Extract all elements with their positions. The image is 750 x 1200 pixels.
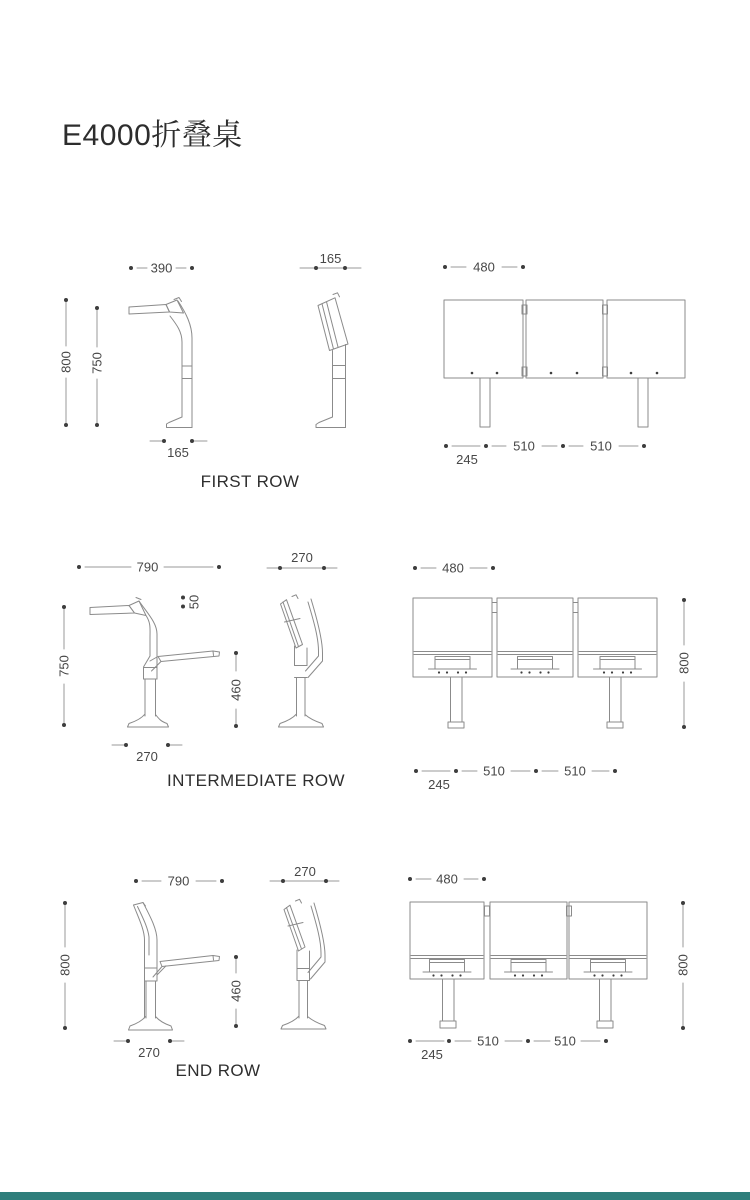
svg-text:50: 50 xyxy=(186,594,202,610)
end-row-folded-view-drawing xyxy=(281,899,326,1029)
first-row-dim-800 xyxy=(59,298,74,427)
svg-text:270: 270 xyxy=(294,864,316,879)
first-row-label: FIRST ROW xyxy=(200,472,300,491)
svg-text:510: 510 xyxy=(554,1033,576,1049)
end-row-dim-270-folded xyxy=(270,864,339,883)
intermediate-row-side-view-drawing xyxy=(90,598,220,728)
first-row-diagram xyxy=(59,251,686,491)
first-row-dim-750 xyxy=(90,306,105,427)
first-row-folded-view-drawing xyxy=(316,293,348,428)
svg-text:790: 790 xyxy=(167,873,190,889)
svg-text:165: 165 xyxy=(167,445,189,460)
intermediate-row-dim-270-base xyxy=(112,743,182,764)
svg-text:245: 245 xyxy=(456,452,478,467)
end-row-dim-bottom xyxy=(408,1034,608,1063)
svg-text:245: 245 xyxy=(421,1047,443,1062)
footer-accent-bar xyxy=(0,1192,750,1200)
svg-text:165: 165 xyxy=(319,251,342,266)
intermediate-row-dim-50 xyxy=(181,595,202,609)
first-row-side-view-drawing xyxy=(129,298,192,428)
svg-text:510: 510 xyxy=(483,763,505,779)
fold-bracket-2 xyxy=(505,960,553,977)
end-row-dim-800-right xyxy=(676,901,691,1030)
svg-text:460: 460 xyxy=(228,679,244,701)
intermediate-row-dim-480 xyxy=(413,561,495,576)
svg-text:800: 800 xyxy=(58,351,74,373)
svg-text:800: 800 xyxy=(57,954,73,976)
end-row-side-view-drawing xyxy=(129,903,220,1031)
intermediate-row-dim-bottom xyxy=(414,764,617,793)
fold-bracket-3 xyxy=(584,960,632,977)
svg-text:750: 750 xyxy=(56,655,72,677)
fold-bracket-2 xyxy=(511,657,559,674)
end-row-dim-800-left xyxy=(58,901,73,1030)
svg-text:270: 270 xyxy=(291,550,313,565)
intermediate-row-dim-790 xyxy=(77,560,221,575)
intermediate-row-dim-270-folded xyxy=(267,550,337,570)
intermediate-row-label: INTERMEDIATE ROW xyxy=(167,771,345,790)
intermediate-row-front-view-drawing xyxy=(413,598,657,728)
fold-bracket-3 xyxy=(594,657,642,674)
fold-bracket-1 xyxy=(429,657,477,674)
svg-text:460: 460 xyxy=(228,980,244,1002)
svg-text:750: 750 xyxy=(89,352,105,374)
svg-text:270: 270 xyxy=(136,749,158,764)
end-row-dim-460 xyxy=(229,955,244,1028)
first-row-dim-165-base xyxy=(150,439,207,460)
svg-text:510: 510 xyxy=(477,1033,499,1049)
first-row-dim-480 xyxy=(443,260,525,275)
svg-text:790: 790 xyxy=(136,559,159,575)
svg-text:270: 270 xyxy=(138,1045,160,1060)
first-row-dim-bottom xyxy=(444,439,646,468)
end-row-front-view-drawing xyxy=(410,902,647,1028)
first-row-dim-165-folded xyxy=(300,251,361,270)
end-row-dim-270-base xyxy=(114,1039,184,1060)
svg-text:800: 800 xyxy=(676,652,692,674)
intermediate-row-folded-view-drawing xyxy=(279,595,324,727)
end-row-label: END ROW xyxy=(175,1061,261,1080)
page-title: E4000折叠桌 xyxy=(62,119,243,152)
end-row-dim-790 xyxy=(134,874,224,889)
svg-text:480: 480 xyxy=(442,560,464,576)
intermediate-row-dim-460 xyxy=(229,651,244,728)
svg-text:510: 510 xyxy=(564,763,586,779)
svg-text:390: 390 xyxy=(150,260,173,276)
svg-text:480: 480 xyxy=(436,871,458,887)
intermediate-row-dim-800 xyxy=(677,598,692,729)
fold-bracket-1 xyxy=(423,960,471,977)
svg-text:510: 510 xyxy=(590,438,612,454)
intermediate-row-diagram xyxy=(57,550,692,792)
first-row-dim-390 xyxy=(129,261,194,276)
svg-text:245: 245 xyxy=(428,777,450,792)
svg-text:510: 510 xyxy=(513,438,535,454)
svg-text:800: 800 xyxy=(675,954,691,976)
end-row-diagram xyxy=(58,864,691,1080)
intermediate-row-dim-750 xyxy=(57,605,72,727)
first-row-front-view-drawing xyxy=(444,300,685,427)
svg-text:480: 480 xyxy=(473,259,495,275)
end-row-dim-480 xyxy=(408,872,486,887)
